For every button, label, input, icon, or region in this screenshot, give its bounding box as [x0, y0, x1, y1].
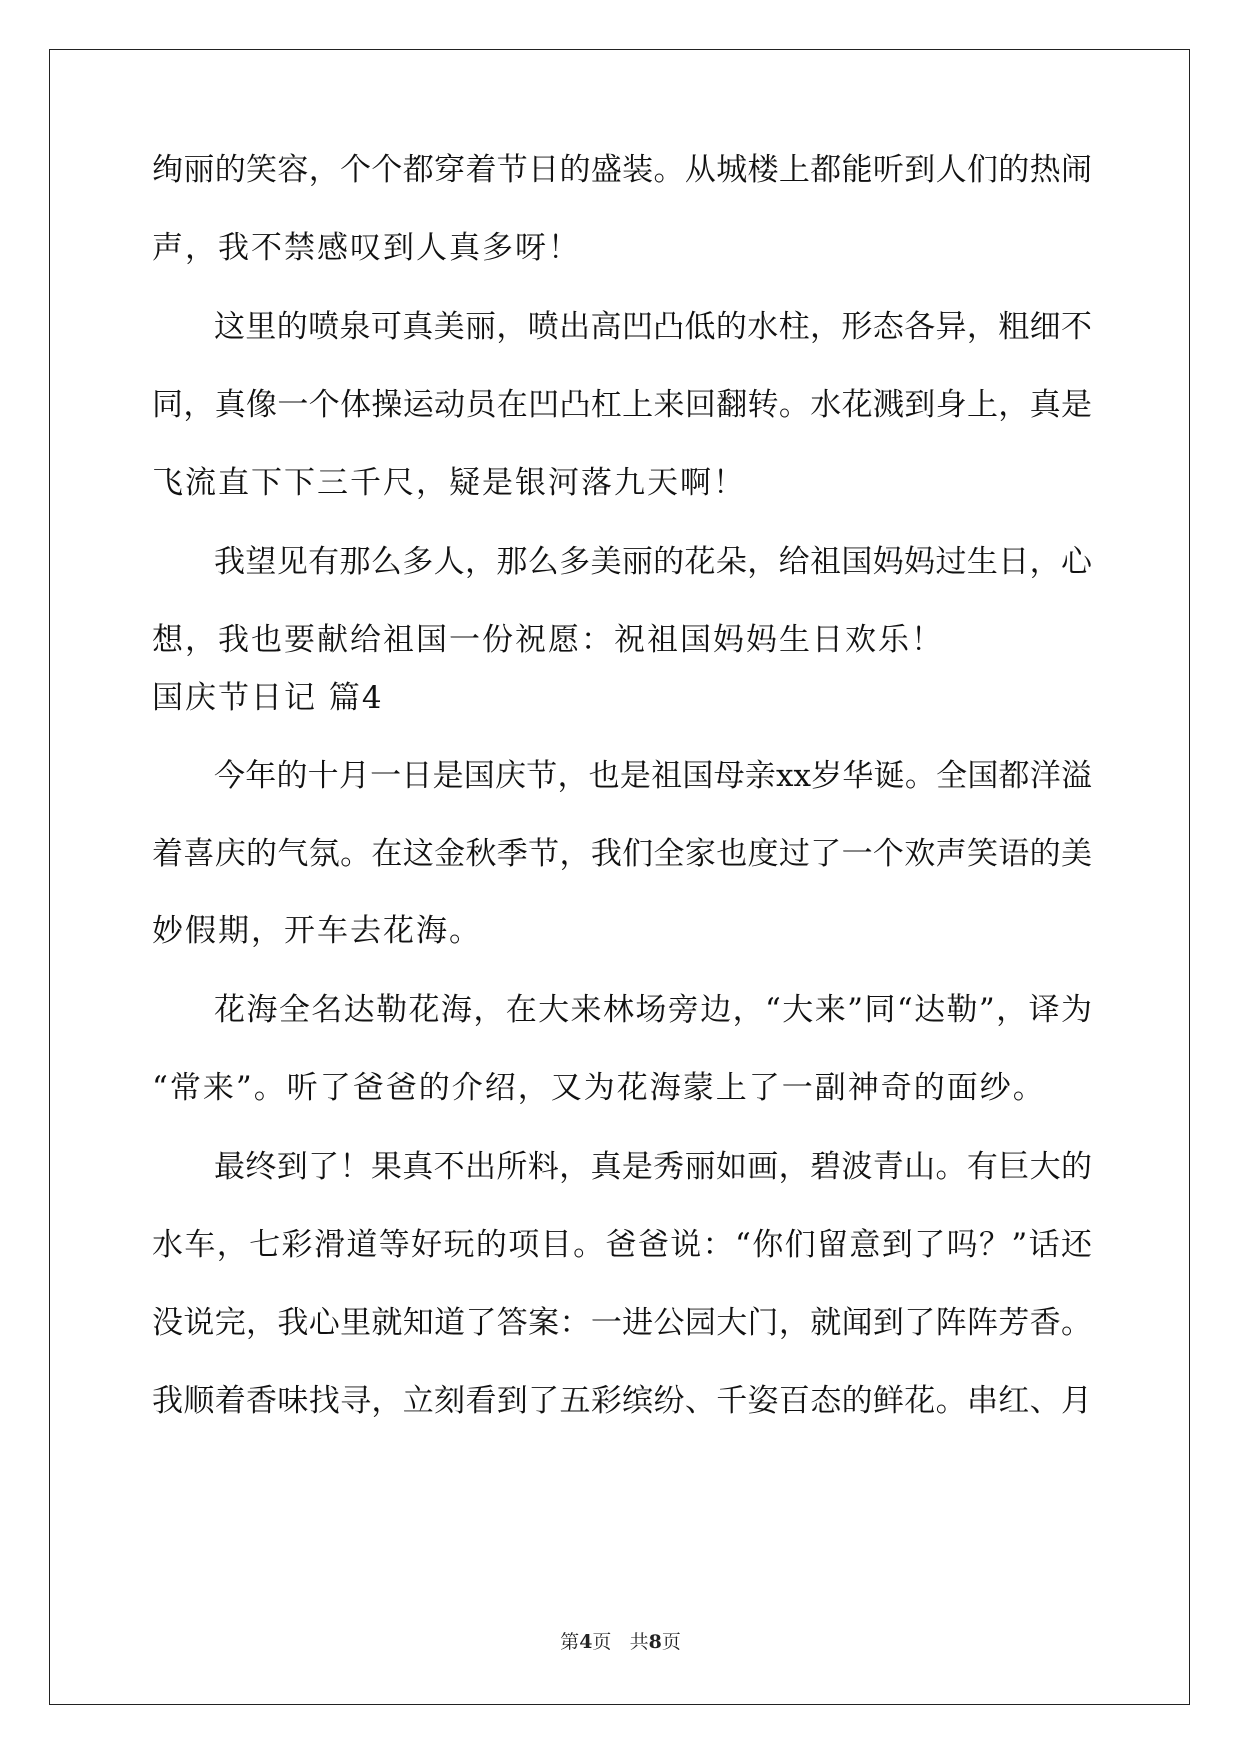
text-line-6: 我望见有那么多人，那么多美丽的花朵，给祖国妈妈过生日，心: [214, 544, 1092, 580]
footer-total-pages: 8: [648, 1631, 662, 1653]
footer-total-suffix: 页: [661, 1631, 681, 1653]
footer-current-page: 4: [579, 1631, 593, 1653]
text-line-14: 水车，七彩滑道等好玩的项目。爸爸说：“你们留意到了吗？”话还: [152, 1227, 1092, 1263]
footer-total-prefix: 共: [629, 1631, 649, 1653]
text-line-2: 声，我不禁感叹到人真多呀！: [152, 230, 581, 266]
text-line-16: 我顺着香味找寻，立刻看到了五彩缤纷、千姿百态的鲜花。串红、月: [152, 1383, 1092, 1419]
text-line-9: 着喜庆的气氛。在这金秋季节，我们全家也度过了一个欢声笑语的美: [152, 836, 1092, 872]
text-line-12: “常来”。听了爸爸的介绍，又为花海蒙上了一副神奇的面纱。: [152, 1070, 1046, 1106]
text-line-3: 这里的喷泉可真美丽，喷出高凹凸低的水柱，形态各异，粗细不: [214, 309, 1092, 345]
page-border: [49, 49, 1190, 1705]
text-line-8: 今年的十月一日是国庆节，也是祖国母亲xx岁华诞。全国都洋溢: [214, 758, 1092, 794]
text-line-11: 花海全名达勒花海，在大来林场旁边，“大来”同“达勒”，译为: [214, 992, 1092, 1028]
text-line-10: 妙假期，开车去花海。: [152, 913, 482, 949]
footer-page-prefix: 第: [560, 1631, 580, 1653]
text-line-13: 最终到了！果真不出所料，真是秀丽如画，碧波青山。有巨大的: [214, 1149, 1092, 1185]
footer-page-suffix: 页: [592, 1631, 612, 1653]
section-heading: 国庆节日记 篇4: [152, 680, 384, 716]
text-line-5: 飞流直下下三千尺，疑是银河落九天啊！: [152, 465, 746, 501]
page-footer: [0, 1630, 1241, 1654]
text-line-15: 没说完，我心里就知道了答案：一进公园大门，就闻到了阵阵芳香。: [152, 1305, 1092, 1341]
text-line-1: 绚丽的笑容，个个都穿着节日的盛装。从城楼上都能听到人们的热闹: [152, 152, 1092, 188]
text-line-7: 想，我也要献给祖国一份祝愿：祝祖国妈妈生日欢乐！: [152, 622, 944, 658]
text-line-4: 同，真像一个体操运动员在凹凸杠上来回翻转。水花溅到身上，真是: [152, 387, 1092, 423]
